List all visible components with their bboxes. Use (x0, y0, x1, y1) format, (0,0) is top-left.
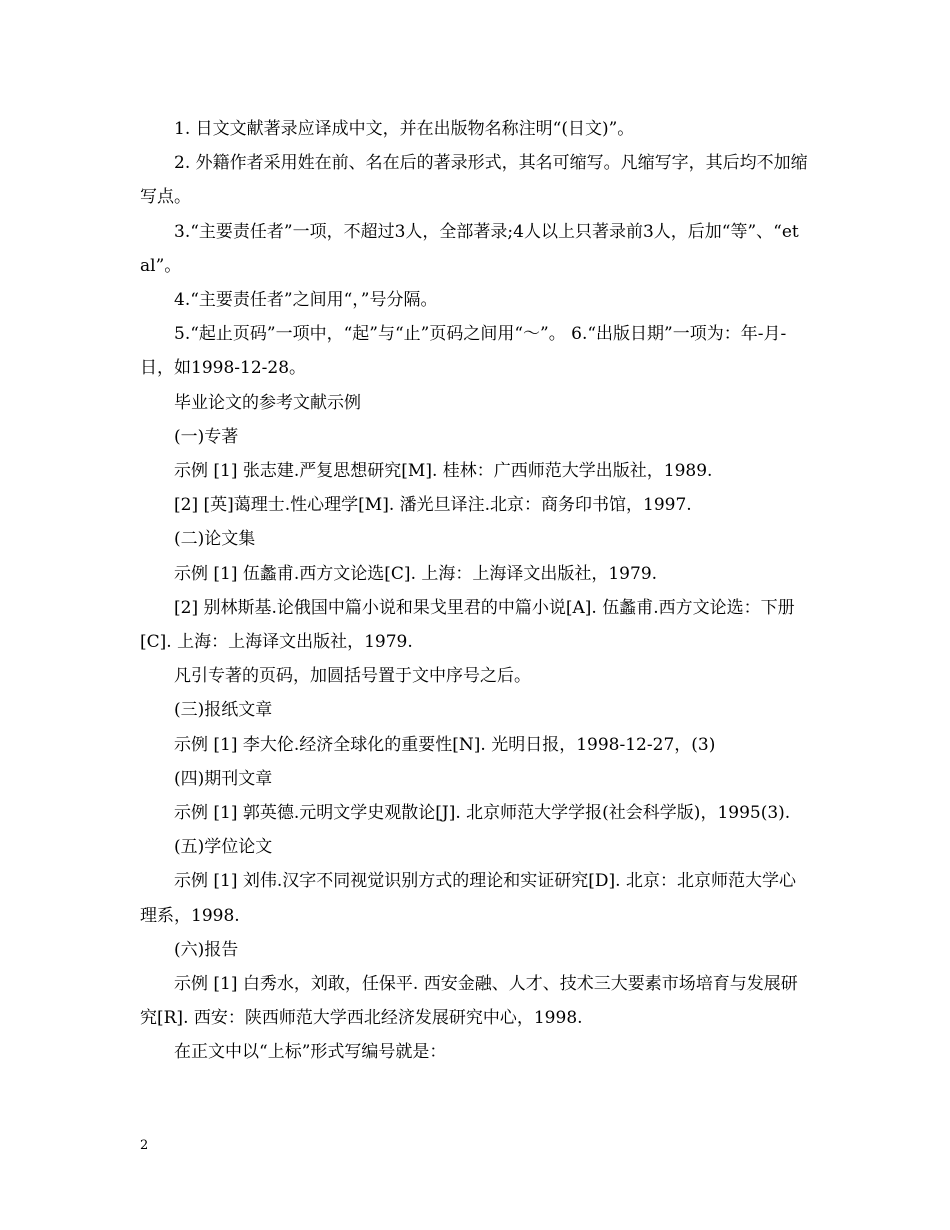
reference-newspaper-1: 示例 [1] 李大伦.经济全球化的重要性[N]. 光明日报，1998-12-27，(3) (174, 734, 716, 755)
reference-report-1: 示例 [1] 白秀水，刘敢，任保平. 西安金融、人才、技术三大要素市场培育与发展研究[R]. 西安：陕西师范大学西北经济发展研究中心，1998. (140, 974, 798, 1029)
paragraph-page-citation-note: 凡引专著的页码，加圆括号置于文中序号之后。 (174, 666, 531, 687)
reference-proceedings-2: [2] 别林斯基.论俄国中篇小说和果戈里君的中篇小说[A]. 伍蠡甫.西方文论选：下册[C]. 上海：上海译文出版社，1979. (140, 597, 795, 653)
paragraph-foreign-authors: 2. 外籍作者采用姓在前、名在后的著录形式，其名可缩写。凡缩写字，其后均不加缩写点。 (140, 153, 808, 208)
paragraph-main-responsible: 3.“主要责任者”一项，不超过3人，全部著录;4人以上只著录前3人，后加“等”、“et al”。 (140, 221, 799, 276)
heading-reference-examples: 毕业论文的参考文献示例 (174, 392, 361, 413)
reference-monograph-1: 示例 [1] 张志建.严复思想研究[M]. 桂林：广西师范大学出版社，1989. (174, 461, 713, 482)
reference-dissertation-1: 示例 [1] 刘伟.汉字不同视觉识别方式的理论和实证研究[D]. 北京：北京师范大学心理系，1998. (140, 871, 796, 926)
heading-proceedings: (二)论文集 (174, 529, 256, 550)
page-number: 2 (140, 1138, 149, 1153)
paragraph-page-range-date: 5.“起止页码”一项中，“起”与“止”页码之间用“～”。 6.“出版日期”一项为：年-月-日，如1998-12-28。 (140, 324, 787, 379)
reference-journal-1: 示例 [1] 郭英德.元明文学史观散论[J]. 北京师范大学学报(社会科学版)，1995(3). (174, 803, 791, 824)
heading-newspaper: (三)报纸文章 (174, 700, 273, 721)
heading-journal: (四)期刊文章 (174, 768, 273, 789)
paragraph-superscript-numbering: 在正文中以“上标”形式写编号就是： (174, 1042, 447, 1063)
paragraph-japanese-literature: 1. 日文文献著录应译成中文，并在出版物名称注明“(日文)”。 (174, 119, 635, 139)
reference-proceedings-1: 示例 [1] 伍蠡甫.西方文论选[C]. 上海：上海译文出版社，1979. (174, 563, 658, 584)
heading-monograph: (一)专著 (174, 426, 239, 447)
heading-report: (六)报告 (174, 939, 239, 960)
document-body (140, 112, 812, 1070)
reference-monograph-2: [2] [英]蔼理士.性心理学[M]. 潘光旦译注.北京：商务印书馆，1997. (174, 495, 692, 516)
paragraph-separator: 4.“主要责任者”之间用“，”号分隔。 (174, 290, 438, 311)
heading-dissertation: (五)学位论文 (174, 837, 273, 858)
